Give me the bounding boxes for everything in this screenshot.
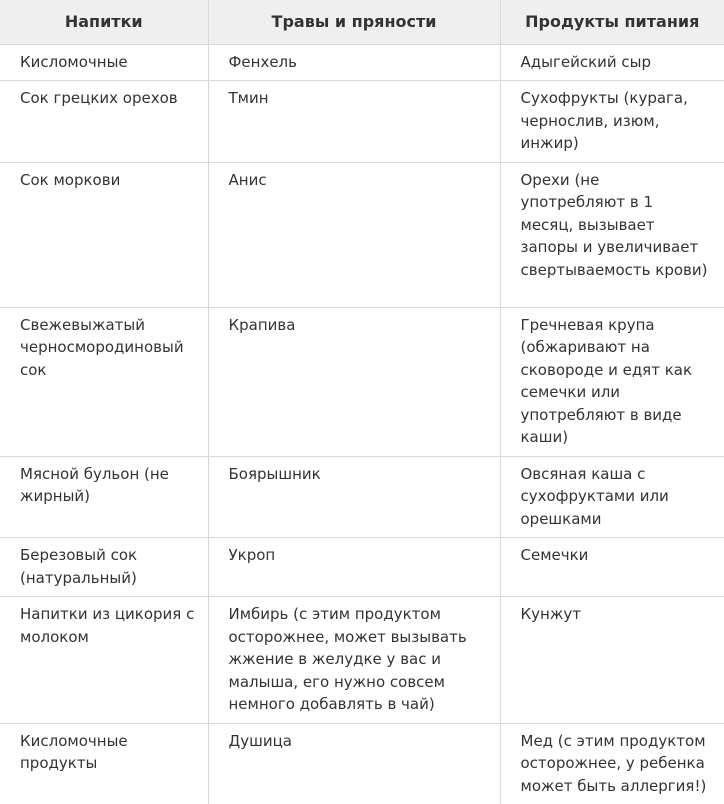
cell-drink: Мясной бульон (не жирный) [0, 456, 208, 538]
cell-herb: Укроп [208, 538, 500, 597]
table-row [0, 81, 724, 163]
cell-food: Кунжут [500, 597, 724, 724]
cell-drink: Сок грецких орехов [0, 81, 208, 163]
table-row [0, 723, 724, 804]
cell-drink: Кисломочные [0, 44, 208, 81]
header-row [0, 0, 724, 44]
cell-food: Овсяная каша с сухофруктами или орешками [500, 456, 724, 538]
cell-herb: Фенхель [208, 44, 500, 81]
cell-drink: Березовый сок (натуральный) [0, 538, 208, 597]
table-row [0, 162, 724, 307]
cell-drink: Свежевыжатый черносмородиновый сок [0, 307, 208, 456]
cell-herb: Крапива [208, 307, 500, 456]
cell-herb: Душица [208, 723, 500, 804]
cell-herb: Тмин [208, 81, 500, 163]
header-foods: Продукты питания [500, 0, 724, 44]
cell-food: Семечки [500, 538, 724, 597]
cell-food: Сухофрукты (курага, чернослив, изюм, инжир) [500, 81, 724, 163]
cell-herb: Анис [208, 162, 500, 307]
cell-herb: Имбирь (с этим продуктом осторожнее, может вызывать жжение в желудке у вас и малыша, его нужно совсем немного добавлять в чай) [208, 597, 500, 724]
cell-drink: Напитки из цикория с молоком [0, 597, 208, 724]
table-header [0, 0, 724, 44]
cell-herb: Боярышник [208, 456, 500, 538]
cell-food: Гречневая крупа (обжаривают на сковороде и едят как семечки или употребляют в виде каши) [500, 307, 724, 456]
cell-food: Орехи (не употребляют в 1 месяц, вызывает запоры и увеличивает свертываемость крови) [500, 162, 724, 307]
table-body [0, 44, 724, 804]
cell-drink: Кисломочные продукты [0, 723, 208, 804]
table-row [0, 538, 724, 597]
cell-drink: Сок моркови [0, 162, 208, 307]
table-row [0, 597, 724, 724]
cell-food: Мед (с этим продуктом осторожнее, у ребенка может быть аллергия!) [500, 723, 724, 804]
table-row [0, 307, 724, 456]
header-herbs-spices: Травы и пряности [208, 0, 500, 44]
header-drinks: Напитки [0, 0, 208, 44]
table-row [0, 44, 724, 81]
cell-food: Адыгейский сыр [500, 44, 724, 81]
table-row [0, 456, 724, 538]
